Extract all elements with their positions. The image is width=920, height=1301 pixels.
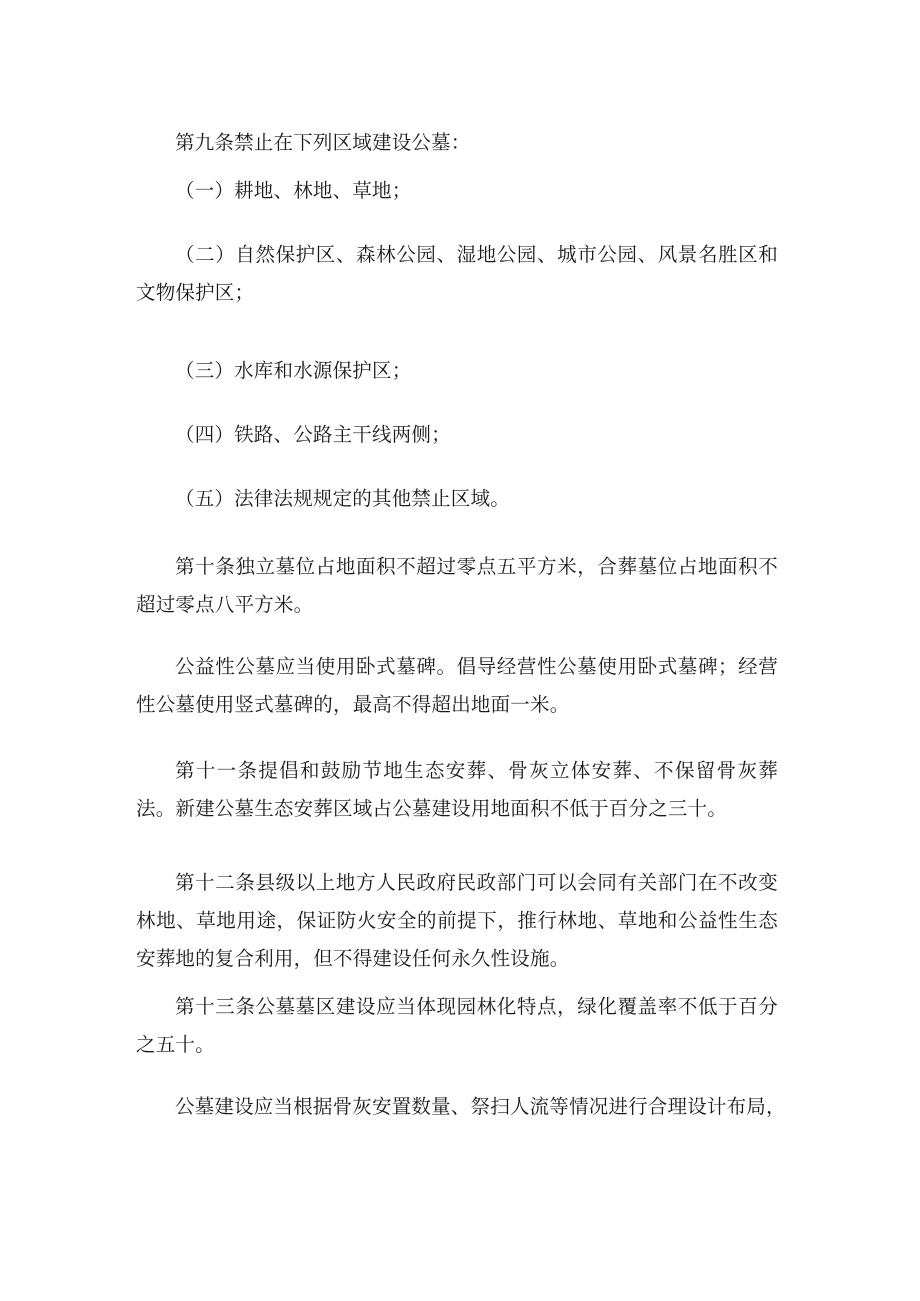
article-13-paragraph-2: 公墓建设应当根据骨灰安置数量、祭扫人流等情况进行合理设计布局， <box>175 1095 786 1118</box>
article-9-item-4: （四）铁路、公路主干线两侧； <box>175 423 451 446</box>
article-12: 第十二条县级以上地方人民政府民政部门可以会同有关部门在不改变林地、草地用途，保证防火安全的前提下，推行林地、草地和公益性生态安葬地的复合利用，但不得建设任何永久性设施。 <box>136 871 778 970</box>
article-10-paragraph-1: 第十条独立墓位占地面积不超过零点五平方米，合葬墓位占地面积不超过零点八平方米。 <box>136 555 778 616</box>
article-9-item-2: （二）自然保护区、森林公园、湿地公园、城市公园、风景名胜区和文物保护区； <box>136 243 778 304</box>
article-9-intro: 第九条禁止在下列区域建设公墓： <box>175 131 471 154</box>
article-10-paragraph-2: 公益性公墓应当使用卧式墓碑。倡导经营性公墓使用卧式墓碑；经营性公墓使用竖式墓碑的，最高不得超出地面一米。 <box>136 655 778 716</box>
article-9-item-5: （五）法律法规规定的其他禁止区域。 <box>175 487 510 510</box>
article-9-item-1: （一）耕地、林地、草地； <box>175 179 412 202</box>
article-9-item-3: （三）水库和水源保护区； <box>175 359 412 382</box>
article-13-paragraph-1: 第十三条公墓墓区建设应当体现园林化特点，绿化覆盖率不低于百分之五十。 <box>136 995 778 1056</box>
article-11: 第十一条提倡和鼓励节地生态安葬、骨灰立体安葬、不保留骨灰葬法。新建公墓生态安葬区域占公墓建设用地面积不低于百分之三十。 <box>136 759 778 820</box>
